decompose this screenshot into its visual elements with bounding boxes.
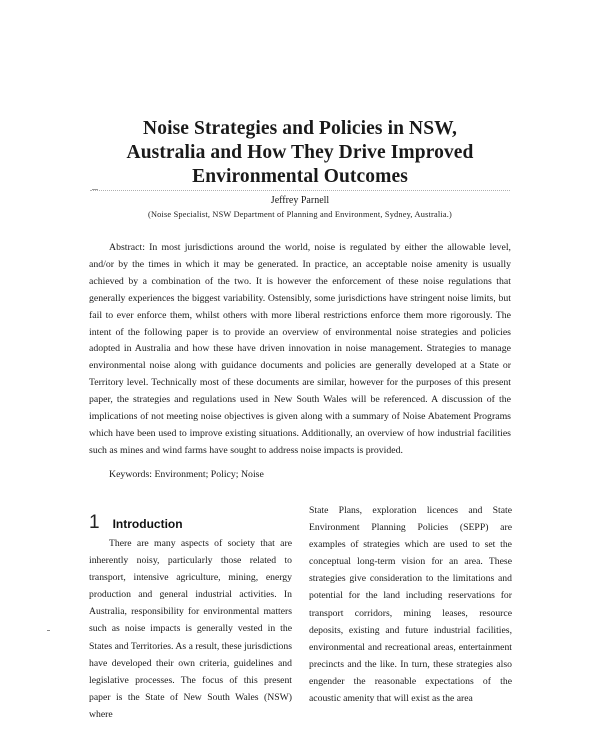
author-affiliation: (Noise Specialist, NSW Department of Planning and Environment, Sydney, Australia.): [148, 210, 452, 219]
left-column: [89, 535, 292, 723]
section-title: Introduction: [112, 517, 183, 531]
left-column-text: There are many aspects of society that are inherently noisy, particularly those related to transport, intensive agriculture, mining, energy production and general industrial activities. In Australia, responsibility for environmental matters such as noise impacts is generally vested in the States and Territories. As a result, these jurisdictions have developed their own criteria, guidelines and legislative processes. The focus of this present paper is the State of New South Wales (NSW) where: [89, 538, 292, 720]
section-heading: [89, 512, 183, 534]
author-name: Jeffrey Parnell: [270, 195, 330, 206]
margin-mark: [47, 630, 50, 631]
title-line-3: Environmental Outcomes: [192, 166, 408, 187]
keywords: Keywords: Environment; Policy; Noise: [109, 469, 264, 480]
title-line-2: Australia and How They Drive Improved: [126, 142, 474, 163]
right-column-text: State Plans, exploration licences and State Environment Planning Policies (SEPP) are examples of strategies which are used to set the conceptual long-term vision for an area. These strategies give consideration to the limitations and potential for the land including reservations for transport corridors, mining leases, resource deposits, existing and future industrial facilities, environmental and recreational areas, entertainment precincts and the like. In turn, these strategies also engender the reasonable expectations of the acoustic amenity that will exist as the area: [309, 505, 512, 705]
abstract: [89, 240, 511, 460]
paper-title: [60, 117, 540, 189]
title-line-1: Noise Strategies and Policies in NSW,: [143, 118, 457, 139]
right-column: [309, 502, 512, 707]
title-divider: [90, 190, 510, 191]
section-number: 1: [89, 512, 100, 533]
abstract-text: Abstract: In most jurisdictions around the world, noise is regulated by either the allowable level, and/or by the times in which it may be generated. In practice, an acceptable noise amenity is usually achieved by a combination of the two. It is however the enforcement of these noise regulations that generally experiences the biggest variability. Ostensibly, some jurisdictions have stringent noise limits, but fail to ever enforce them, whilst others with more liberal restrictions enforce them more rigorously. The intent of the following paper is to provide an overview of environmental noise strategies and policies adopted in Australia and how these have driven innovation in noise management. Strategies to manage environmental noise along with guidance documents and policies are generally developed at a State or Territory level. Technically most of these documents are similar, however for the purposes of this present paper, the strategies and regulations used in New South Wales will be referenced. A discussion of the implications of not meeting noise objectives is given along with a summary of Noise Abatement Programs which have been used to improve existing situations. Additionally, an overview of how industrial facilities such as mines and wind farms have sought to address noise impacts is provided.: [89, 242, 511, 456]
